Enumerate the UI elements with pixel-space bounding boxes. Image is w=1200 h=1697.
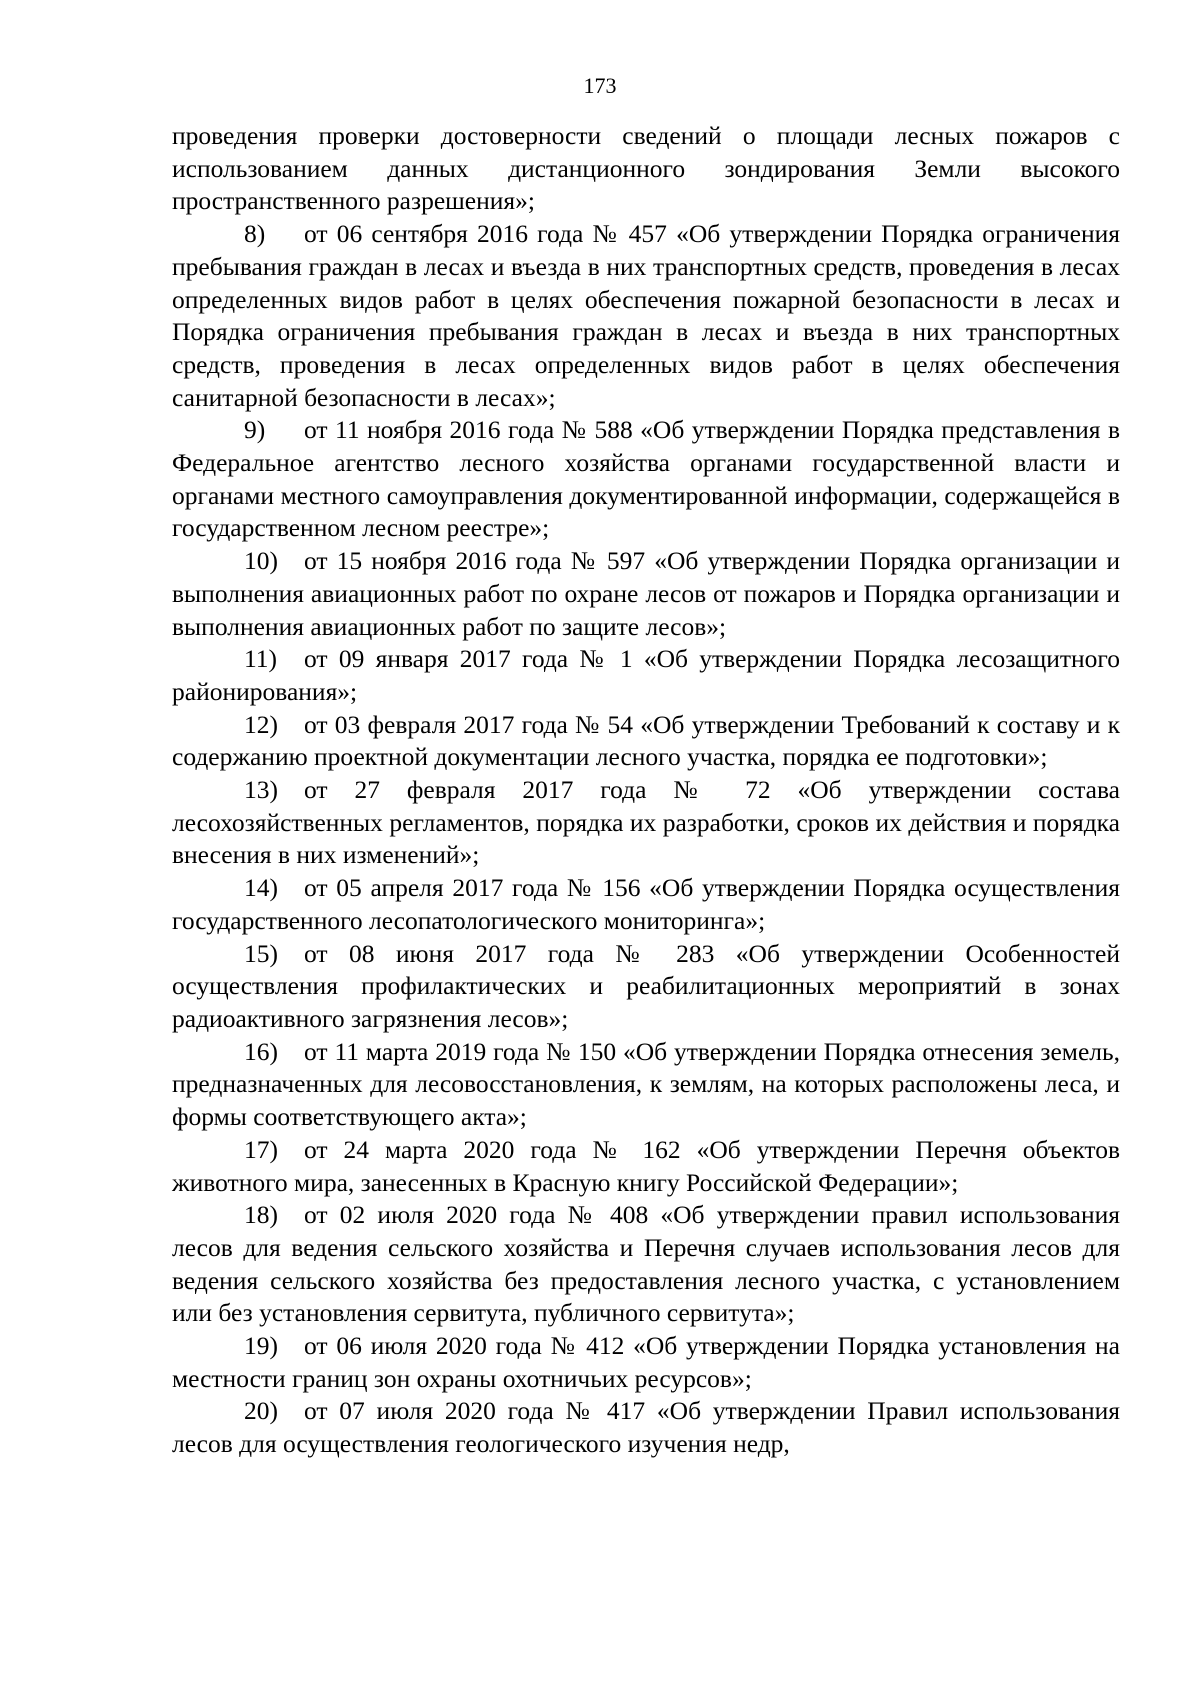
item-number: 14): [244, 873, 278, 903]
list-item: [172, 218, 1120, 414]
list-item: [172, 1395, 1120, 1460]
item-text: от 02 июля 2020 года № 408 «Об утверждении правил использования лесов для ведения сельского хозяйства и Перечня случаев использования лесов для ведения сельского хозяйства без предоставления лесного участка, с установлением или без установления сервитута, публичного сервитута»;: [172, 1200, 1120, 1328]
item-number: 11): [244, 644, 278, 674]
item-text: от 06 сентября 2016 года № 457 «Об утверждении Порядка ограничения пребывания граждан в лесах и въезда в них транспортных средств, проведения в лесах определенных видов работ в целях обеспечения пожарной безопасности в лесах и Порядка ограничения пребывания граждан в лесах и въезда в них транспортных средств, проведения в лесах определенных видов работ в целях обеспечения санитарной безопасности в лесах»;: [172, 219, 1120, 412]
item-text: от 05 апреля 2017 года № 156 «Об утверждении Порядка осуществления государственного лесопатологического мониторинга»;: [172, 873, 1120, 935]
list-item: [172, 872, 1120, 937]
item-text: от 03 февраля 2017 года № 54 «Об утверждении Требований к составу и к содержанию проектной документации лесного участка, порядка ее подготовки»;: [172, 709, 1120, 772]
item-number: 9): [244, 415, 266, 445]
item-number: 13): [244, 775, 278, 805]
item-text: от 11 марта 2019 года № 150 «Об утверждении Порядка отнесения земель, предназначенных для лесовосстановления, к землям, на которых расположены леса, и формы соответствующего акта»;: [172, 1036, 1120, 1132]
list-item: [172, 774, 1120, 872]
list-item: [172, 1036, 1120, 1134]
intro-paragraph: проведения проверки достоверности сведений о площади лесных пожаров с использованием данных дистанционного зондирования Земли высокого пространственного разрешения»;: [172, 121, 1120, 216]
item-text: от 27 февраля 2017 года № 72 «Об утверждении состава лесохозяйственных регламентов, порядка их разработки, сроков их действия и порядка внесения в них изменений»;: [172, 775, 1120, 870]
list-item: [172, 1199, 1120, 1330]
list-item: [172, 545, 1120, 643]
list-item: [172, 709, 1120, 774]
item-text: от 11 ноября 2016 года № 588 «Об утверждении Порядка представления в Федеральное агентство лесного хозяйства органами государственной власти и органами местного самоуправления документированной информации, содержащейся в государственном лесном реестре»;: [172, 415, 1120, 543]
item-number: 12): [244, 709, 278, 739]
item-text: от 15 ноября 2016 года № 597 «Об утверждении Порядка организации и выполнения авиационных работ по охране лесов от пожаров и Порядка организации и выполнения авиационных работ по защите лесов»;: [172, 546, 1120, 641]
list-item: [172, 414, 1120, 545]
list-item: [172, 643, 1120, 708]
item-text: от 09 января 2017 года № 1 «Об утверждении Порядка лесозащитного районирования»;: [172, 644, 1120, 706]
item-text: от 08 июня 2017 года № 283 «Об утверждении Особенностей осуществления профилактических и реабилитационных мероприятий в зонах радиоактивного загрязнения лесов»;: [172, 938, 1120, 1033]
list-item: [172, 938, 1120, 1036]
item-number: 10): [244, 546, 278, 576]
list-item: [172, 1134, 1120, 1199]
item-text: от 24 марта 2020 года № 162 «Об утверждении Перечня объектов животного мира, занесенных в Красную книгу Российской Федерации»;: [172, 1134, 1120, 1197]
item-text: от 06 июля 2020 года № 412 «Об утверждении Порядка установления на местности границ зон охраны охотничьих ресурсов»;: [172, 1331, 1120, 1393]
item-number: 16): [244, 1036, 278, 1066]
item-number: 19): [244, 1331, 278, 1361]
list-item: [172, 1330, 1120, 1395]
item-number: 18): [244, 1200, 278, 1230]
document-body: [172, 120, 1120, 1461]
item-number: 8): [244, 219, 266, 249]
item-number: 20): [244, 1396, 278, 1426]
item-number: 15): [244, 938, 278, 968]
item-number: 17): [244, 1134, 278, 1164]
page-number: 173: [583, 73, 617, 98]
item-text: от 07 июля 2020 года № 417 «Об утверждении Правил использования лесов для осуществления геологического изучения недр,: [172, 1396, 1120, 1459]
